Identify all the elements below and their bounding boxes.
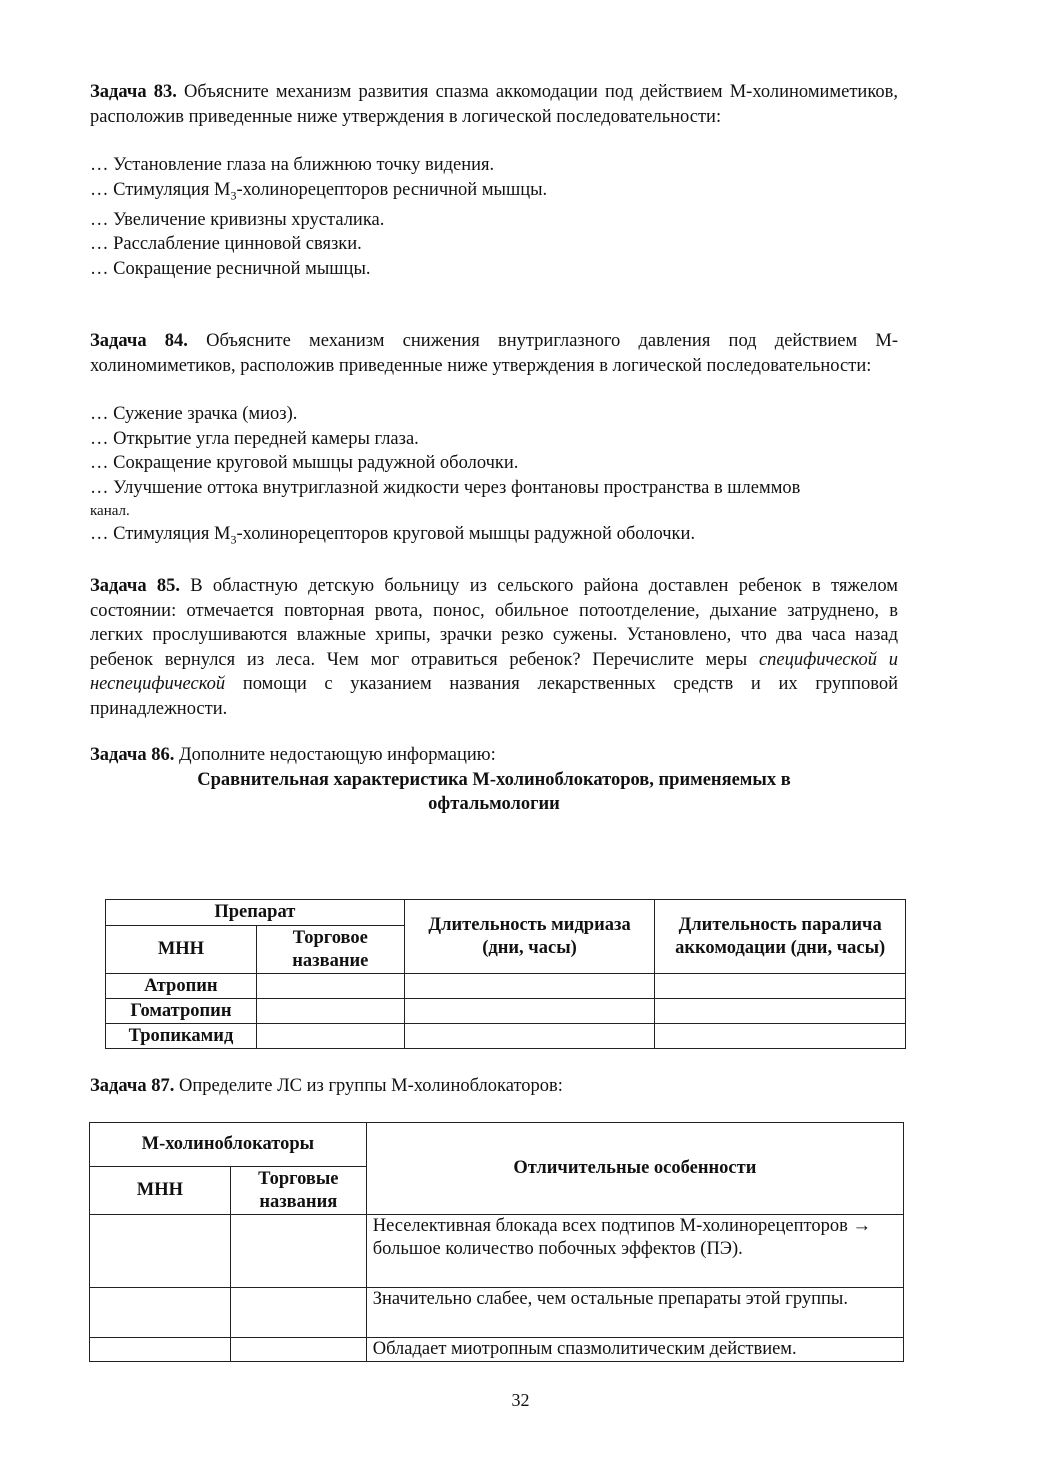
- drug-name: Гоматропин: [106, 999, 257, 1024]
- task-86-text: Дополните недостающую информацию:: [174, 745, 496, 766]
- task-85-label: Задача 85.: [90, 576, 180, 597]
- task-84-items: [90, 402, 898, 552]
- header-group: М-холиноблокаторы: [90, 1123, 367, 1167]
- task-86-statement: [90, 743, 898, 768]
- task-83-item: … Сокращение ресничной мышцы.: [90, 258, 371, 279]
- task-86-label: Задача 86.: [90, 745, 175, 766]
- table-row: [106, 999, 906, 1024]
- task-87-text: Определите ЛС из группы М-холиноблокаторов:: [174, 1076, 563, 1096]
- empty-cell: [404, 999, 655, 1024]
- empty-cell: [256, 999, 404, 1024]
- task-85-text-1: В областную детскую больницу из сельского района доставлен ребенок в тяжелом состоянии: отмечается повторная рвота, понос, обильное потоотделение, дыхание затруднено, в легких прослушиваются влажные хрипы, зрачки резко сужены. Установлено, что два часа назад ребенок вернулся из леса. Чем мог отравиться ребенок? Перечислите меры: [90, 576, 898, 670]
- task-83-item: … Увеличение кривизны хрусталика.: [90, 209, 385, 230]
- table-row: [90, 1338, 904, 1362]
- task-84-item: … Открытие угла передней камеры глаза.: [90, 428, 419, 449]
- empty-cell: [404, 1024, 655, 1049]
- header-trade-name: Торговое название: [256, 926, 404, 974]
- header-mydriasis: Длительность мидриаза (дни, часы): [404, 900, 655, 974]
- task-84-item: … Стимуляция $М_3$-холинорецепторов круговой мышцы радужной оболочки.: [90, 524, 696, 547]
- empty-cell: [90, 1215, 231, 1288]
- feature-cell: Обладает миотропным спазмолитическим действием.: [366, 1338, 903, 1362]
- empty-cell: [230, 1215, 366, 1288]
- task-83-statement: [90, 80, 898, 129]
- task-84-text: Объясните механизм снижения внутриглазного давления под действием М-холиномиметиков, расположив приведенные ниже утверждения в логической последовательности:: [90, 331, 898, 376]
- empty-cell: [655, 974, 906, 999]
- task-83-label: Задача 83.: [90, 82, 177, 102]
- empty-cell: [655, 1024, 906, 1049]
- task-83-item: … Расслабление цинновой связки.: [90, 234, 362, 255]
- task-85-statement: [90, 574, 898, 721]
- empty-cell: [655, 999, 906, 1024]
- empty-cell: [404, 974, 655, 999]
- task-84-item: … Сужение зрачка (миоз).: [90, 404, 298, 425]
- task-83-text: Объясните механизм развития спазма аккомодации под действием М-холиномиметиков, расположив приведенные ниже утверждения в логической последовательности:: [90, 82, 898, 127]
- empty-cell: [230, 1338, 366, 1362]
- task-87-statement: [90, 1074, 563, 1099]
- task-87-table: [89, 1122, 904, 1362]
- table-row: [90, 1288, 904, 1338]
- task-87-label: Задача 87.: [90, 1076, 175, 1096]
- task-83-items: [90, 153, 898, 281]
- task-86-table: [105, 899, 906, 1049]
- empty-cell: [256, 1024, 404, 1049]
- page-content: [90, 80, 898, 817]
- task-84-statement: [90, 329, 898, 378]
- empty-cell: [230, 1288, 366, 1338]
- empty-cell: [90, 1288, 231, 1338]
- empty-cell: [256, 974, 404, 999]
- header-inn: МНН: [90, 1167, 231, 1215]
- empty-cell: [90, 1338, 231, 1362]
- task-84-item: … Улучшение оттока внутриглазной жидкости через фонтановы пространства в шлеммов: [90, 477, 801, 498]
- page-number: 32: [511, 1390, 530, 1410]
- task-84-item: … Сокращение круговой мышцы радужной оболочки.: [90, 453, 519, 474]
- task-83-item: … Установление глаза на ближнюю точку видения.: [90, 155, 495, 175]
- header-inn: МНН: [106, 926, 257, 974]
- task-86-table-title-line2: офтальмологии: [428, 794, 560, 815]
- drug-name: Атропин: [106, 974, 257, 999]
- header-paralysis: Длительность паралича аккомодации (дни, часы): [655, 900, 906, 974]
- table-row: [106, 1024, 906, 1049]
- task-83-item: … Стимуляция $М_3$-холинорецепторов ресничной мышцы.: [90, 179, 548, 203]
- feature-cell: Значительно слабее, чем остальные препараты этой группы.: [366, 1288, 903, 1338]
- task-85-text-2: помощи с указанием названия лекарственных средств и их групповой принадлежности.: [90, 674, 898, 719]
- task-85-italic: специфической и неспецифической: [90, 649, 898, 695]
- task-84-label: Задача 84.: [90, 331, 188, 352]
- feature-cell: Неселективная блокада всех подтипов М-холинорецепторов → большое количество побочных эффектов (ПЭ).: [366, 1215, 903, 1288]
- task-86-table-title: Сравнительная характеристика М-холиноблокаторов, применяемых в: [197, 769, 791, 790]
- table-row: [90, 1215, 904, 1288]
- task-84-item: канал.: [90, 503, 130, 520]
- table-row: [106, 974, 906, 999]
- header-trade-names: Торговые названия: [230, 1167, 366, 1215]
- header-drug: Препарат: [106, 900, 405, 926]
- drug-name: Тропикамид: [106, 1024, 257, 1049]
- header-features: Отличительные особенности: [366, 1123, 903, 1215]
